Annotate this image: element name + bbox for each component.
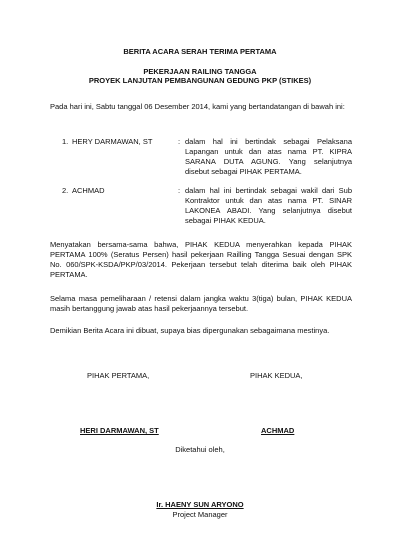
document-subtitle-1: PEKERJAAN RAILING TANGGA xyxy=(143,67,257,76)
statement-paragraph: Menyatakan bersama-sama bahwa, PIHAK KEDUA menyerahkan kepada PIHAK PERTAMA 100% (Seratus Persen) hasil pekerjaan Railling Tangga Sesuai dengan SPK No. 060/SPK-KSDA/PKP/03/2014. Pekerjaan tersebut telah diterima baik oleh PIHAK PERTAMA. xyxy=(50,240,352,279)
party-colon: : xyxy=(178,137,181,146)
closing-paragraph: Demikian Berita Acara ini dibuat, supaya bias dipergunakan sebagaimana mestinya. xyxy=(50,326,330,335)
party-description: dalam hal ini bertindak sebagai Pelaksana Lapangan untuk dan atas nama PT. KIPRA SARANA DUTA AGUNG. Yang selanjutnya disebut sebagai PIHAK PERTAMA. xyxy=(185,137,352,176)
retention-paragraph: Selama masa pemeliharaan / retensi dalam jangka waktu 3(tiga) bulan, PIHAK KEDUA masih bertanggung jawab atas hasil pekerjaannya tersebut. xyxy=(50,294,352,313)
witness-label: Diketahui oleh, xyxy=(175,445,225,454)
intro-paragraph: Pada hari ini, Sabtu tanggal 06 Desember 2014, kami yang bertandatangan di bawah ini: xyxy=(50,102,345,111)
party-number: 2. xyxy=(62,186,69,195)
left-signature-label: PIHAK PERTAMA, xyxy=(87,371,150,380)
right-signatory-name: ACHMAD xyxy=(261,426,295,435)
party-number: 1. xyxy=(62,137,69,146)
witness-name: Ir. HAENY SUN ARYONO xyxy=(156,500,244,509)
party-description: dalam hal ini bertindak sebagai wakil dari Sub Kontraktor untuk dan atas nama PT. SINAR LAKONEA ABADI. Yang selanjutnya disebut sebagai PIHAK KEDUA. xyxy=(185,186,352,225)
document-subtitle-2: PROYEK LANJUTAN PEMBANGUNAN GEDUNG PKP (STIKES) xyxy=(88,76,312,85)
left-signatory-name: HERI DARMAWAN, ST xyxy=(80,426,159,435)
party-name: HERY DARMAWAN, ST xyxy=(72,137,153,146)
party-colon: : xyxy=(178,186,181,195)
right-signature-label: PIHAK KEDUA, xyxy=(250,371,303,380)
document-title: BERITA ACARA SERAH TERIMA PERTAMA xyxy=(123,47,277,56)
party-name: ACHMAD xyxy=(72,186,105,195)
witness-role: Project Manager xyxy=(172,510,228,519)
